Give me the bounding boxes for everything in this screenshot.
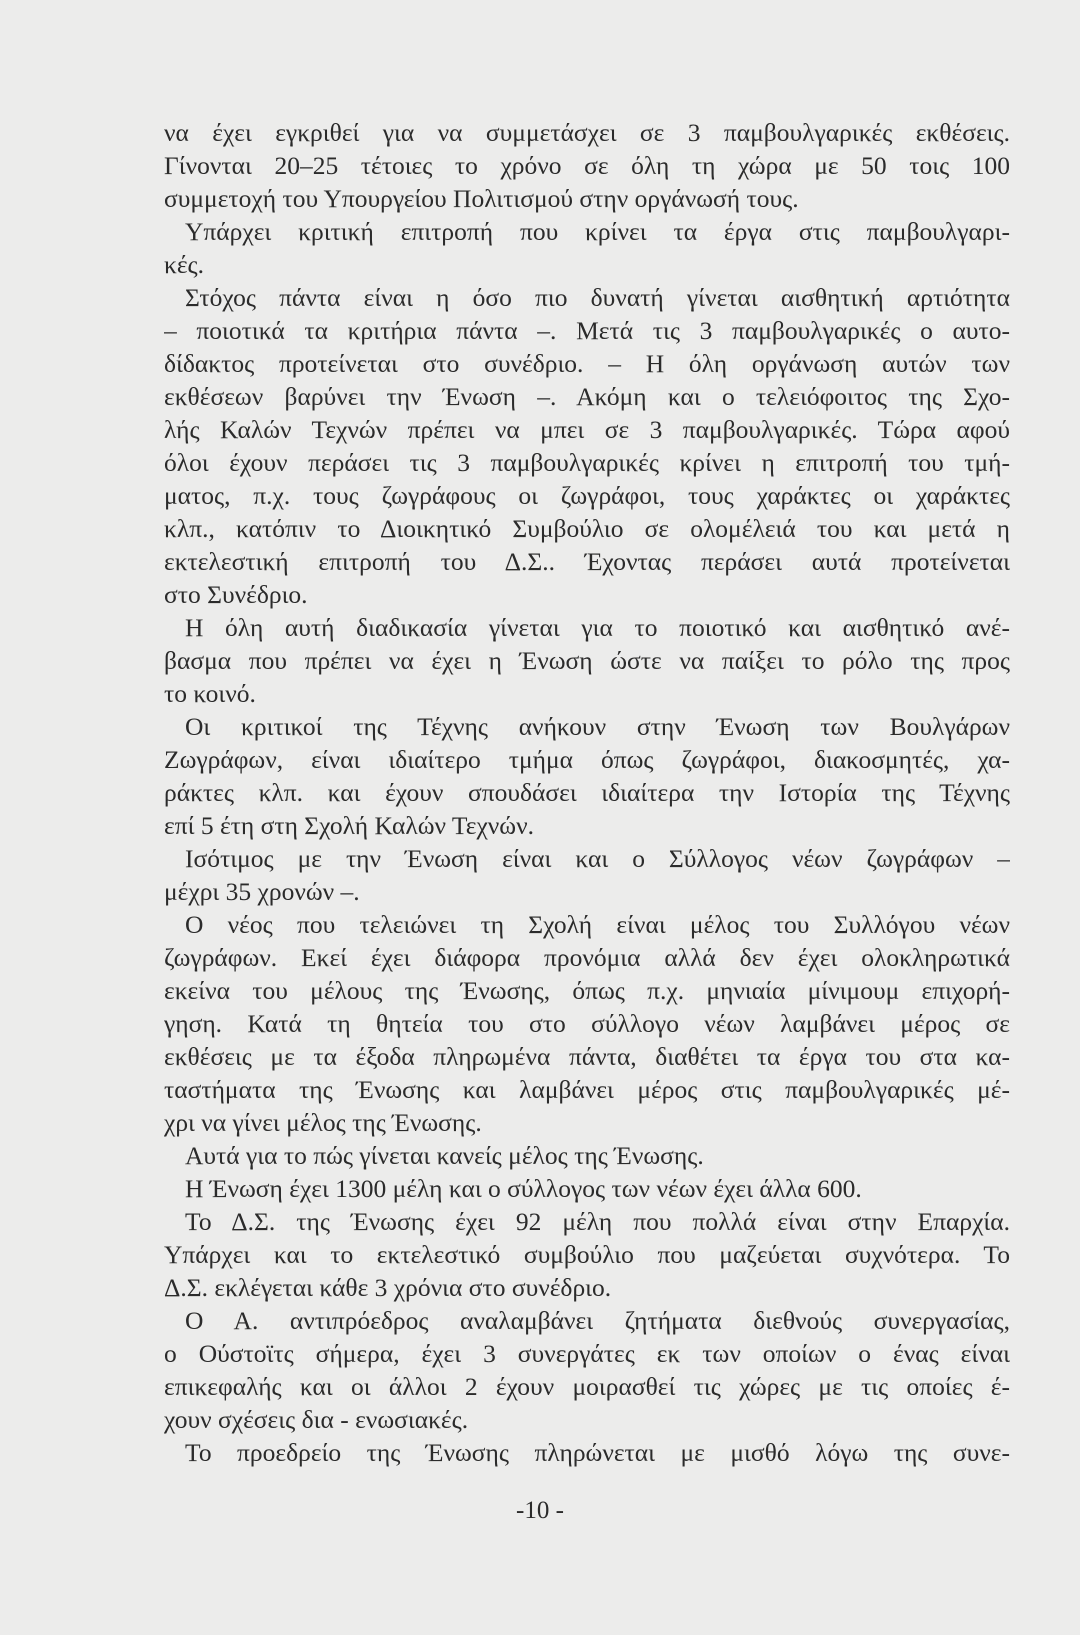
body-text — [164, 116, 1010, 1469]
text-line: Αυτά για το πώς γίνεται κανείς μέλος της Ένωσης. — [185, 1141, 704, 1170]
text-line: στο Συνέδριο. — [164, 580, 308, 609]
text-line: χρι να γίνει μέλος της Ένωσης. — [164, 1108, 482, 1137]
text-line: ματος, π.χ. τους ζωγράφους οι ζωγράφοι, τους χαράκτες οι χαράκτες — [164, 481, 1010, 510]
text-line: δίδακτος προτείνεται στο συνέδριο. – Η όλη οργάνωση αυτών των — [164, 349, 1010, 378]
text-line: γηση. Κατά τη θητεία του στο σύλλογο νέων λαμβάνει μέρος σε — [164, 1009, 1010, 1038]
text-line: μέχρι 35 χρονών –. — [164, 877, 360, 906]
text-line: να έχει εγκριθεί για να συμμετάσχει σε 3 παμβουλγαρικές εκθέσεις. — [164, 118, 1010, 147]
text-line: Υπάρχει και το εκτελεστικό συμβούλιο που μαζεύεται συχνότερα. Το — [164, 1240, 1010, 1269]
text-line: Το προεδρείο της Ένωσης πληρώνεται με μισθό λόγω της συνε- — [185, 1438, 1010, 1467]
text-line: Η όλη αυτή διαδικασία γίνεται για το ποιοτικό και αισθητικό ανέ- — [185, 613, 1010, 642]
text-line: συμμετοχή του Υπουργείου Πολιτισμού στην οργάνωσή τους. — [164, 184, 799, 213]
text-line: επί 5 έτη στη Σχολή Καλών Τεχνών. — [164, 811, 534, 840]
text-line: Δ.Σ. εκλέγεται κάθε 3 χρόνια στο συνέδριο. — [164, 1273, 612, 1302]
text-line: Γίνονται 20–25 τέτοιες το χρόνο σε όλη τη χώρα με 50 τοις 100 — [164, 151, 1010, 180]
text-line: Το Δ.Σ. της Ένωσης έχει 92 μέλη που πολλά είναι στην Επαρχία. — [185, 1207, 1010, 1236]
text-line: κές. — [164, 250, 205, 279]
text-line: Ισότιμος με την Ένωση είναι και ο Σύλλογος νέων ζωγράφων – — [185, 844, 1010, 873]
text-line: κλπ., κατόπιν το Διοικητικό Συμβούλιο σε ολομέλειά του και μετά η — [164, 514, 1010, 543]
text-line: Η Ένωση έχει 1300 μέλη και ο σύλλογος των νέων έχει άλλα 600. — [185, 1174, 862, 1203]
text-line: το κοινό. — [164, 679, 256, 708]
text-line: Ο νέος που τελειώνει τη Σχολή είναι μέλος του Συλλόγου νέων — [185, 910, 1010, 939]
text-line: ράκτες κλπ. και έχουν σπουδάσει ιδιαίτερα την Ιστορία της Τέχνης — [164, 778, 1010, 807]
text-line: Ζωγράφων, είναι ιδιαίτερο τμήμα όπως ζωγράφοι, διακοσμητές, χα- — [164, 745, 1010, 774]
text-line: ταστήματα της Ένωσης και λαμβάνει μέρος στις παμβουλγαρικές μέ- — [164, 1075, 1010, 1104]
text-line: Ο Α. αντιπρόεδρος αναλαμβάνει ζητήματα διεθνούς συνεργασίας, — [185, 1306, 1010, 1335]
text-line: ζωγράφων. Εκεί έχει διάφορα προνόμια αλλά δεν έχει ολοκληρωτικά — [164, 943, 1010, 972]
text-line: χουν σχέσεις δια - ενωσιακές. — [164, 1405, 469, 1434]
text-line: όλοι έχουν περάσει τις 3 παμβουλγαρικές κρίνει η επιτροπή του τμή- — [164, 448, 1010, 477]
text-line: εκτελεστική επιτροπή του Δ.Σ.. Έχοντας περάσει αυτά προτείνεται — [164, 547, 1010, 576]
page-number: -10 - — [516, 1497, 564, 1524]
text-line: Οι κριτικοί της Τέχνης ανήκουν στην Ένωση των Βουλγάρων — [185, 712, 1010, 741]
text-line: εκθέσεις με τα έξοδα πληρωμένα πάντα, διαθέτει τα έργα του στα κα- — [164, 1042, 1010, 1071]
text-line: εκείνα του μέλους της Ένωσης, όπως π.χ. μηνιαία μίνιμουμ επιχορή- — [164, 976, 1010, 1005]
text-line: λής Καλών Τεχνών πρέπει να μπει σε 3 παμβουλγαρικές. Τώρα αφού — [164, 415, 1010, 444]
text-line: Υπάρχει κριτική επιτροπή που κρίνει τα έργα στις παμβουλγαρι- — [185, 217, 1010, 246]
text-line: – ποιοτικά τα κριτήρια πάντα –. Μετά τις 3 παμβουλγαρικές ο αυτο- — [164, 316, 1010, 345]
text-line: εκθέσεων βαρύνει την Ένωση –. Ακόμη και ο τελειόφοιτος της Σχο- — [164, 382, 1010, 411]
text-line: βασμα που πρέπει να έχει η Ένωση ώστε να παίξει το ρόλο της προς — [164, 646, 1010, 675]
text-line: Στόχος πάντα είναι η όσο πιο δυνατή γίνεται αισθητική αρτιότητα — [185, 283, 1010, 312]
text-line: επικεφαλής και οι άλλοι 2 έχουν μοιρασθεί τις χώρες με τις οποίες έ- — [164, 1372, 1010, 1401]
text-line: ο Ούστοϊτς σήμερα, έχει 3 συνεργάτες εκ των οποίων ο ένας είναι — [164, 1339, 1010, 1368]
